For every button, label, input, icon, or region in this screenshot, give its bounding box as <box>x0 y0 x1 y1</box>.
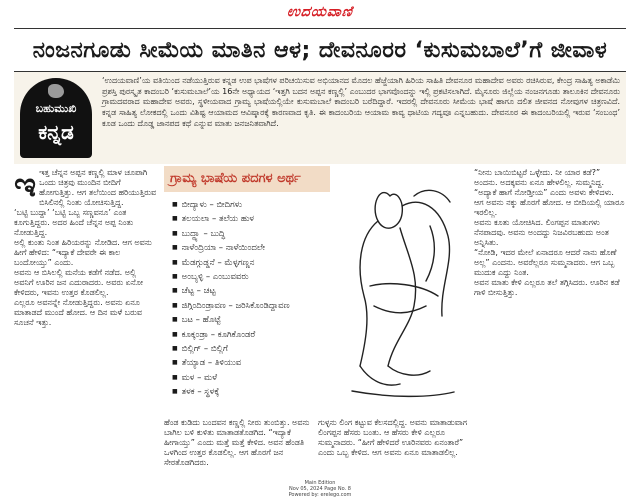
series-logo-line1: ಬಹುಮುಖಿ <box>35 102 77 115</box>
masthead <box>0 0 640 24</box>
article-column-1 <box>14 165 158 476</box>
glossary-item: ■ ಬೀದ್ಯಾಳು – ಬೀದಿಗಳು <box>172 198 330 212</box>
glossary-item: ■ ತಲಯಲಾ – ತಲೆಯ ಹುಳ <box>172 212 330 226</box>
glossary-item: ■ ತಳಕ – ಸ್ಥಳಕ್ಕೆ <box>172 385 330 399</box>
glossary-item: ■ ಬಟ – ಹೊಟ್ಟೆ <box>172 313 330 327</box>
intro-box <box>14 72 626 164</box>
glossary-title: ಗ್ರಾಮ್ಯ ಭಾಷೆಯ ಪದಗಳ ಅರ್ಥ <box>164 166 330 192</box>
headline-text: ನಂಜನಗೂಡು ಸೀಮೆಯ ಮಾತಿನ ಆಳ; ದೇವನೂರರ ‘ಕುಸುಮಬಾಲೆ’ಗೆ ಜೀವಾಳ <box>32 37 608 63</box>
footer-edition: Main Edition <box>304 480 336 486</box>
glossary-item: ■ ಬುದ್ಧ್ಯಾ – ಬುದ್ಧಿ <box>172 227 330 241</box>
article-paragraph: “ಅದ್ಯಾಕೆ ಹಾಗೆ ನೋಡ್ತೀಯ” ಎಂದು ಅವಳು ಕೇಳಿದಳು. ಆಗ ಅವನು ನಕ್ಕು ಹೊರಗೆ ಹೋದ. ಆ ಬೀದಿಯಲ್ಲಿ ಯಾರೂ ಇರಲಿಲ್ಲ. <box>474 188 625 217</box>
glossary-item: ■ ತೆಯ್ಯಾಡ – ತಿಳಿಯುವ <box>172 356 330 370</box>
headline <box>14 28 626 72</box>
glossary-item: ■ ಅಂಬ್ಯಳ್ಳಿ – ಎಂಬುವವರು <box>172 270 330 284</box>
article-paragraph: ಅವನ ಮಾತು ಕೇಳಿ ಎಲ್ಲರೂ ತಲೆ ತಗ್ಗಿಸಿದರು. ಊರಿನ ಕಡೆ ಗಾಳಿ ಬೀಸುತ್ತಿತ್ತು. <box>474 278 620 297</box>
footer-powered: Powered by: erelego.com <box>288 492 352 498</box>
glossary-item: ■ ನಾಳೆಂದ್ರಿಯಾ – ನಾಳೆಯಿಂದಲೇ <box>172 241 330 255</box>
article-paragraph: ‘ಬಟ್ಟಿ ಬುದ್ದಾ’ ‘ಬಟ್ಟಿ ಒಬ್ಬ ಸಣ್ಣವನೂ’ ಎಂತ ಕೂಗುತ್ತಿದ್ದರು. ಅದರ ಹಿಂದೆ ಚೆನ್ನನ ಅಪ್ಪ ನಿಂತು ನೋಡುತ್ತಿದ್ದ. <box>14 208 134 237</box>
series-logo <box>20 78 92 158</box>
glossary-item: ■ ಜಿಗ್ಗಿಂದಿಂಡ್ರಾವಣ – ಜರಿಸಿಕೊಂಡಿದ್ದಾವಣ <box>172 299 330 313</box>
article-paragraph: ಹೆಂಡ ಕುಡಿದು ಬಂದವನ ಕಣ್ಣಲ್ಲಿ ನೀರು ತುಂಬಿತ್ತು. ಅವನು ಬಾಗಿಲ ಬಳಿ ಕುಳಿತು ಮಾತಾಡತೊಡಗಿದ. “ಇದ್ಯಾಕೆ ಹೀಗಾಯ್ತು” ಎಂದು ಮತ್ತೆ ಮತ್ತೆ ಕೇಳಿದ. ಅವನ ಹೆಂಡತಿ ಒಳಗಿಂದ ಉತ್ತರ ಕೊಡಲಿಲ್ಲ. ಆಗ ಹೊರಗೆ ಜನ ಸೇರತೊಡಗಿದರು. <box>164 418 310 467</box>
article-column-4 <box>474 168 626 476</box>
glossary-item: ■ ಕೂಕ್ಕಂಡ್ರಾ – ಕೂಗಿಕೊಂಡರೆ <box>172 328 330 342</box>
glossary-list <box>172 198 330 400</box>
karnataka-map-icon <box>48 84 64 98</box>
article-column-2-lower <box>164 418 312 476</box>
glossary-item: ■ ಚೆಟ್ಟ – ಚಟ್ಟ <box>172 284 330 298</box>
article-paragraph: ಇಇತ್ತ ಚೆನ್ನನ ಅಪ್ಪನ ಕಣ್ಣಲ್ಲಿ ಮಾಳ ಚೂಪಾಗಿ ಒಂದು ಚಿತ್ರವು ಮುಂದಿನ ಬೀದಿಗೆ ಹೋಗುತ್ತಿತ್ತು. ಆಗ ತಲೆಯಿಂದ ಹರಿಯುತ್ತಿರುವ ಬಿಸಿಲಿನಲ್ಲಿ ನಿಂತು ಯೋಚಿಸುತ್ತಿದ್ದ. <box>14 165 157 207</box>
glossary-item: ■ ಮಳ – ಮಳೆ <box>172 371 330 385</box>
line-art-illustration <box>330 166 470 416</box>
glossary-box <box>164 166 330 416</box>
article-paragraph: ಅವನು ಕೂತು ಯೋಚಿಸಿದ. ಲಿಂಗಪ್ಪನ ಮಾತುಗಳು ನೆನಪಾದವು. ಅವನು ಅಂದದ್ದು ನಿಜವಿರಬಹುದು ಅಂತ ಅನ್ನಿಸಿತು. <box>474 218 609 247</box>
article-column-3-lower <box>318 418 468 476</box>
series-logo-line2: ಕನ್ನಡ <box>38 120 74 144</box>
glossary-item: ■ ಮೆಡಗ್ಗುಡ್ಡನೆ – ಮೆಳ್ಳಗಣ್ಣನ <box>172 256 330 270</box>
glossary-item: ■ ಬಿಲ್ಲಿಗ್ – ಬಿಲ್ಲಿಗೆ <box>172 342 330 356</box>
article-paragraph: “ನೀನು ಬಾಯಿಬಿಟ್ಟರೆ ಒಳ್ಳೇದು. ನೀ ಯಾರ ಕಡೆ?” ಅಂದನು. ಅದಕ್ಕವನು ಏನೂ ಹೇಳಲಿಲ್ಲ. ಸುಮ್ಮನಿದ್ದ. <box>474 168 604 187</box>
article-paragraph: ಅವನು ಆ ಬಿಸಿಲಲ್ಲಿ ಮನೆಯ ಕಡೆಗೆ ನಡೆದ. ಅಲ್ಲಿ ಅವನಿಗೆ ಊರಿನ ಜನ ಎದುರಾದರು. ಅವರು ಏನೋ ಕೇಳಿದರು, ಇವನು ಉತ್ತರ ಕೊಡಲಿಲ್ಲ. <box>14 268 144 297</box>
article-paragraph: “ನೋಡಿ, ಇದರ ಮೇಲೆ ಏನಾದರೂ ಆದರೆ ನಾನು ಹೊಣೆ ಅಲ್ಲ” ಎಂದನು. ಅವರೆಲ್ಲರೂ ಸುಮ್ಮನಾದರು. ಆಗ ಒಬ್ಬ ಮುದುಕ ಎದ್ದು ನಿಂತ. <box>474 248 617 277</box>
article-paragraph: ಅಲ್ಲಿ ಕುಂತು ನಿಂತ ಹಿರಿಯರನ್ನು ನೋಡಿದ. ಆಗ ಅವನು ಹೀಗೆ ಹೇಳಿದ: “ಇದ್ಯಾಕೆ ದೇವರೇ ಈ ಕಾಲ ಬಂದೋಯ್ತು” ಎಂದು. <box>14 238 152 267</box>
masthead-logo: ಉದಯವಾಣಿ <box>285 4 355 20</box>
article-paragraph: ಎಲ್ಲರೂ ಅವನನ್ನೇ ನೋಡುತ್ತಿದ್ದರು. ಅವನು ಏನೂ ಮಾತಾಡದೆ ಮುಂದೆ ಹೋದ. ಆ ದಿನ ಮಳೆ ಬರುವ ಸೂಚನೆ ಇತ್ತು. <box>14 298 142 327</box>
page-footer <box>0 480 640 498</box>
drop-cap: ಇ <box>14 165 37 205</box>
intro-paragraph: ‘ಉದಯವಾಣಿ’ಯ ವತಿಯಿಂದ ನಡೆಯುತ್ತಿರುವ ಕನ್ನಡ ಉಪ ಭಾಷೆಗಳ ಪರಿಚಯಿಸುವ ಅಭಿಯಾನದ ಮೊದಲ ಹೆಜ್ಜೆಯಾಗಿ ಹಿರಿಯ ಸಾಹಿತಿ ದೇವನೂರ ಮಹಾದೇವ ಅವರು ರಚಿಸಿರುವ, ಕೇಂದ್ರ ಸಾಹಿತ್ಯ ಅಕಾಡೆಮಿ ಪ್ರಶಸ್ತಿ ಪುರಸ್ಕೃತ ಕಾದಂಬರಿ ‘ಕುಸುಮಬಾಲೆ’ಯ 16ನೇ ಅಧ್ಯಾಯದ ‘ಇತ್ತಗಿ ಬದನ ಅಪ್ಪನ ಕಣ್ಣಲ್ಲಿ’ ಎಂಬುದರ ಭಾಗವೊಂದನ್ನು ಇಲ್ಲಿ ಪ್ರಕಟಿಸಲಾಗಿದೆ. ಮೈಸೂರು ಜಿಲ್ಲೆಯ ನಂಜನಗೂಡು ತಾಲೂಕಿನ ದೇವನೂರು ಗ್ರಾಮದವರಾದ ಮಹಾದೇವ ಅವರು, ಸ್ಥಳೀಯವಾದ ಗ್ರಾಮ್ಯ ಭಾಷೆಯಲ್ಲಿಯೇ ಕುಸುಮಬಾಲೆ ಕಾದಂಬರಿ ಬರೆದಿದ್ದಾರೆ. ಇದರಲ್ಲಿ ದೇವನೂರು ಸೀಮೆಯ ಭಾಷೆ ಹಾಗೂ ದಲಿತ ಜೀವನದ ನೋವುಗಳ ಚಿತ್ರಣವಿದೆ. ಕನ್ನಡ ಸಾಹಿತ್ಯ ಲೋಕದಲ್ಲಿ ಒಂದು ವಿಶಿಷ್ಟ ಆಯಾಮದ ಆವಿಷ್ಕಾರಕ್ಕೆ ಕಾರಣವಾದ ಕೃತಿ. ಈ ಕಾದಂಬರಿಯ ಆಯಾಮ ಕಾವ್ಯ ಧಾಟಿಯ ಗದ್ಯವೂ ಎನ್ನಬಹುದು. ದೇವನೂರ ಈ ಕಾದಂಬರಿಯಲ್ಲಿ ಇರುವ ‘ಸಂಬಂಧ’ ಕೂಡ ಒಂದು ದೊಡ್ಡ ಜಾನಪದ ಕಥೆ ಎನ್ನುವ ಮಾತು ಜನಜನಿತವಾಗಿದೆ. <box>102 76 620 128</box>
article-paragraph: ಗುಳ್ಳನು ಲಿಂಗ ಕಟ್ಟುವ ಕೆಲಸದಲ್ಲಿದ್ದ. ಅವನು ಮಾತಾಡುವಾಗ ಲಿಂಗಪ್ಪನ ಹೆಸರು ಬಂತು. ಆ ಹೆಸರು ಕೇಳಿ ಎಲ್ಲರೂ ಸುಮ್ಮನಾದರು. “ಹೀಗೆ ಹೇಳಿದರೆ ಊರಿನವರು ಏನಂತಾರೆ” ಎಂದು ಒಬ್ಬ ಕೇಳಿದ. ಆಗ ಅವನು ಏನೂ ಮಾತಾಡಲಿಲ್ಲ. <box>318 418 468 457</box>
footer-date: Nov 05, 2024 Page No. 8 <box>289 486 351 492</box>
